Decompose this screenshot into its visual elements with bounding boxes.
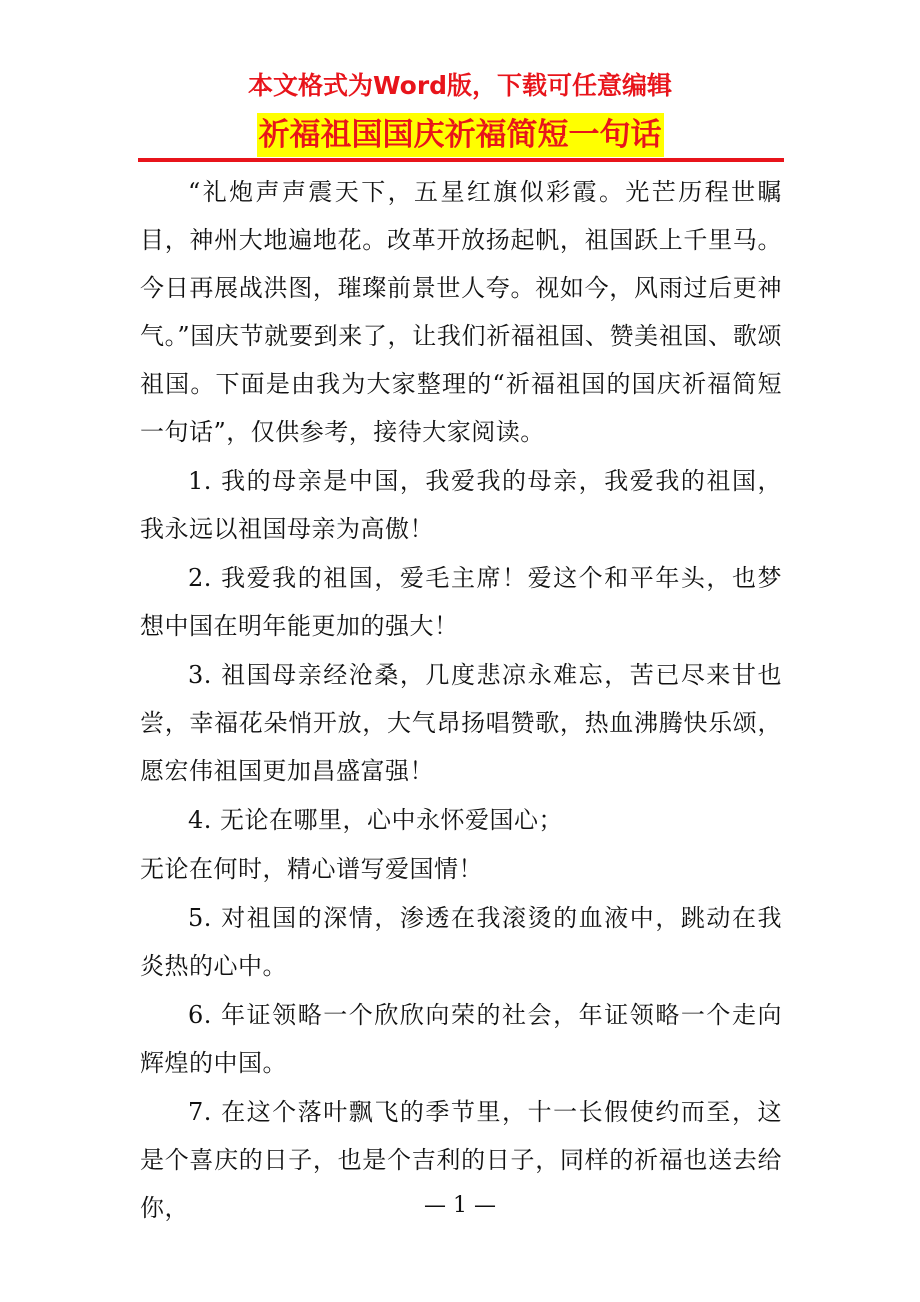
blessing-item-1: 1. 我的母亲是中国，我爱我的母亲，我爱我的祖国，我永远以祖国母亲为高傲！ (140, 467, 782, 543)
blessing-item-6: 6. 年证领略一个欣欣向荣的社会，年证领略一个走向辉煌的中国。 (140, 1001, 782, 1077)
title-divider (138, 158, 784, 162)
blessing-item-4: 4. 无论在哪里，心中永怀爱国心； (188, 806, 564, 834)
blessing-item-3: 3. 祖国母亲经沧桑，几度悲凉永难忘，苦已尽来甘也尝，幸福花朵悄开放，大气昂扬唱赞歌，热血沸腾快乐颂，愿宏伟祖国更加昌盛富强！ (140, 661, 782, 785)
blessing-item-2: 2. 我爱我的祖国，爱毛主席！爱这个和平年头，也梦想中国在明年能更加的强大！ (140, 564, 782, 640)
blessing-item-4-continued: 无论在何时，精心谱写爱国情！ (140, 855, 483, 883)
blessing-item-7: 7. 在这个落叶飘飞的季节里，十一长假使约而至，这是个喜庆的日子，也是个吉利的日子，同样的祈福也送去给你， (140, 1098, 782, 1222)
document-title: 祈福祖国国庆祈福简短一句话 (257, 113, 664, 157)
document-body (140, 168, 782, 1233)
title-container (0, 113, 920, 157)
intro-paragraph: “礼炮声声震天下，五星红旗似彩霞。光芒历程世瞩目，神州大地遍地花。改革开放扬起帆，祖国跃上千里马。今日再展战洪图，璀璨前景世人夸。视如今，风雨过后更神气。”国庆节就要到来了，让我们祈福祖国、赞美祖国、歌颂祖国。下面是由我为大家整理的“祈福祖国的国庆祈福简短一句话”，仅供参考，接待大家阅读。 (140, 178, 782, 446)
word-format-notice: 本文格式为Word版，下载可任意编辑 (247, 71, 673, 100)
page-number: — 1 — (424, 1193, 496, 1218)
blessing-item-5: 5. 对祖国的深情，渗透在我滚烫的血液中，跳动在我炎热的心中。 (140, 904, 782, 980)
